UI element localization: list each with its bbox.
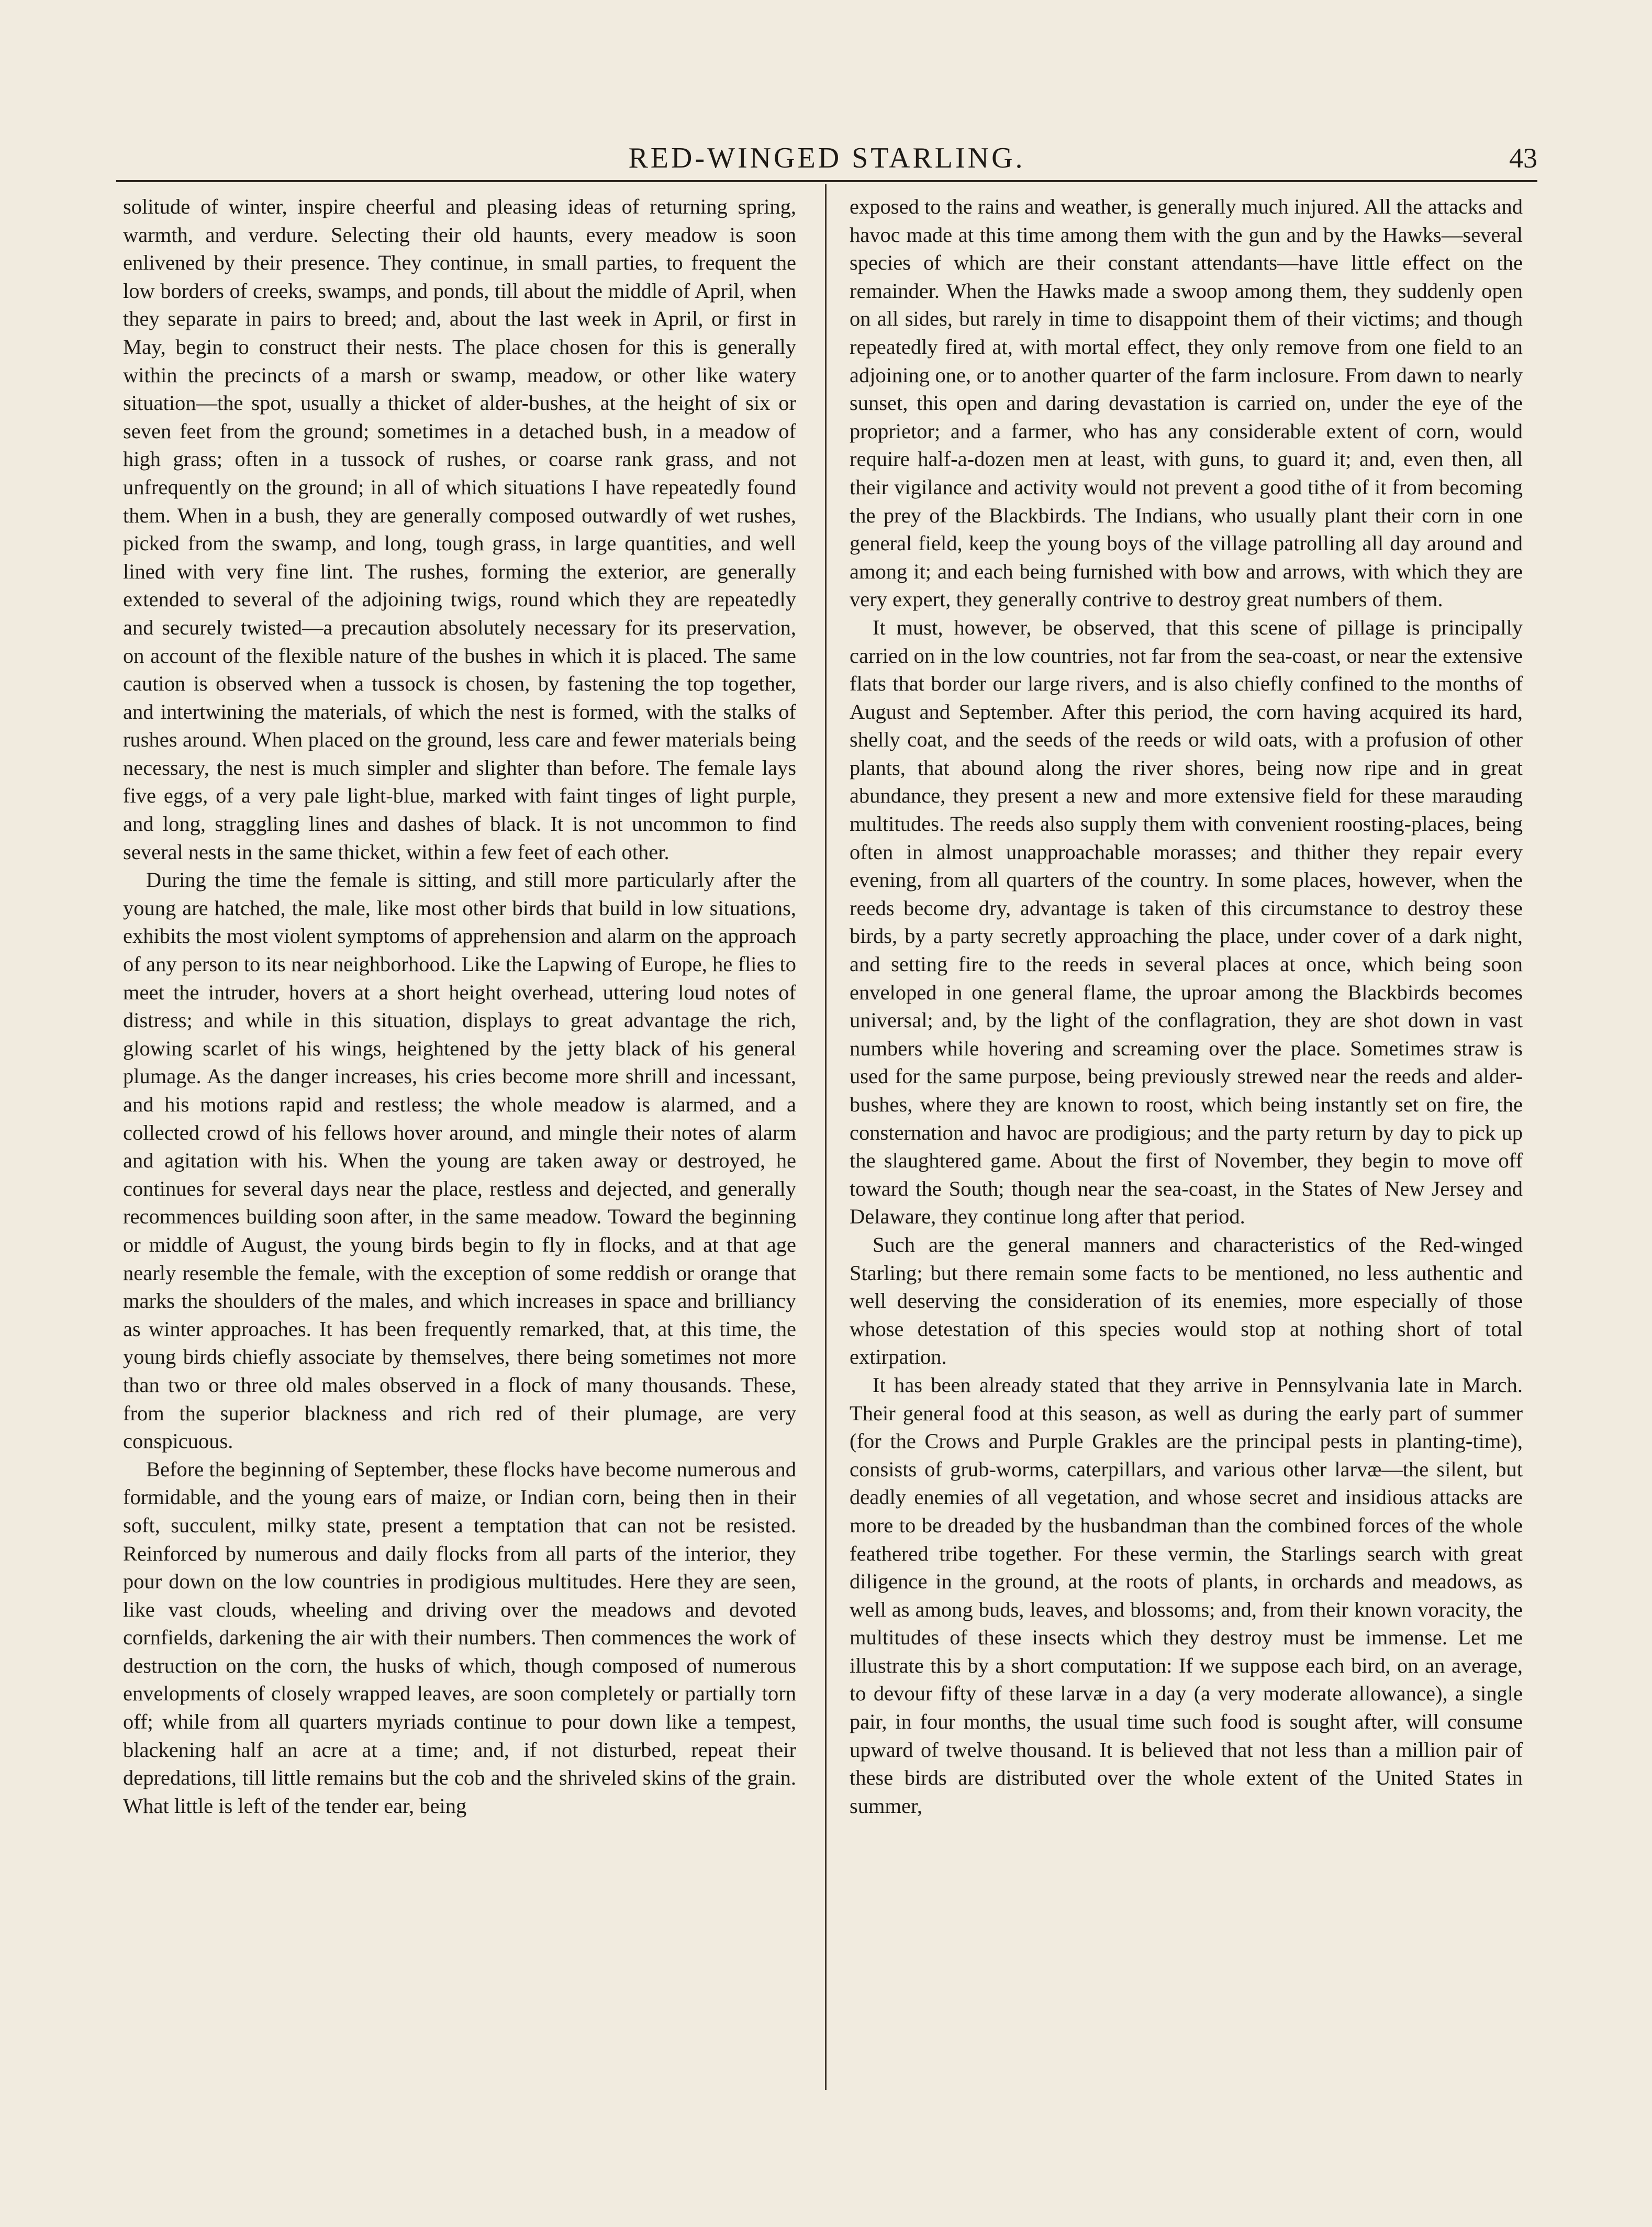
paragraph: It must, however, be observed, that this scene of pillage is principally carried on in the low countries, not far from the sea-coast, or near the extensive flats that border our large rivers, and is also chiefly confined to the months of August and September. After this period, the corn having acquired its hard, shelly coat, and the seeds of the reeds or wild oats, with a profusion of other plants, that abound along the river shores, being now ripe and in great abundance, they present a new and more extensive field for these marauding multitudes. The reeds also supply them with convenient roosting-places, being often in almost unapproachable morasses; and thither they repair every evening, from all quarters of the country. In some places, however, when the reeds become dry, advantage is taken of this circumstance to destroy these birds, by a party secretly approaching the place, under cover of a dark night, and setting fire to the reeds in several places at once, which being soon enveloped in one general flame, the uproar among the Blackbirds becomes universal; and, by the light of the conflagration, they are shot down in vast numbers while hovering and screaming over the place. Sometimes straw is used for the same purpose, being previously strewed near the reeds and alder-bushes, where they are known to roost, which being instantly set on fire, the consternation and havoc are prodigious; and the party return by day to pick up the slaughtered game. About the first of November, they begin to move off toward the South; though near the sea-coast, in the States of New Jersey and Delaware, they continue long after that period. xyxy=(850,615,1523,1229)
left-column xyxy=(123,193,796,1820)
paragraph: Such are the general manners and characteristics of the Red-winged Starling; but there remain some facts to be mentioned, no less authentic and well deserving the consideration of its enemies, more especially of those whose detestation of this species would stop at nothing short of total extirpation. xyxy=(850,1232,1523,1369)
paragraph: solitude of winter, inspire cheerful and pleasing ideas of returning spring, warmth, and verdure. Selecting their old haunts, every meadow is soon enlivened by their presence. They continue, in small parties, to frequent the low borders of creeks, swamps, and ponds, till about the middle of April, when they separate in pairs to breed; and, about the last week in April, or first in May, begin to construct their nests. The place chosen for this is generally within the precincts of a marsh or swamp, meadow, or other like watery situation—the spot, usually a thicket of alder-bushes, at the height of six or seven feet from the ground; sometimes in a detached bush, in a meadow of high grass; often in a tussock of rushes, or coarse rank grass, and not unfrequently on the ground; in all of which situations I have repeatedly found them. When in a bush, they are generally composed outwardly of wet rushes, picked from the swamp, and long, tough grass, in large quantities, and well lined with very fine lint. The rushes, forming the exterior, are generally extended to several of the adjoining twigs, round which they are repeatedly and securely twisted—a precaution absolutely necessary for its preservation, on account of the flexible nature of the bushes in which it is placed. The same caution is observed when a tussock is chosen, by fastening the top together, and intertwining the materials, of which the nest is formed, with the stalks of rushes around. When placed on the ground, less care and fewer materials being necessary, the nest is much simpler and slighter than before. The female lays five eggs, of a very pale light-blue, marked with faint tinges of light purple, and long, straggling lines and dashes of black. It is not uncommon to find several nests in the same thicket, within a few feet of each other. xyxy=(123,195,796,864)
paragraph: It has been already stated that they arrive in Pennsylvania late in March. Their general food at this season, as well as during the early part of summer (for the Crows and Purple Grakles are the principal pests in planting-time), consists of grub-worms, caterpillars, and various other larvæ—the silent, but deadly enemies of all vegetation, and whose secret and insidious attacks are more to be dreaded by the husbandman than the combined forces of the whole feathered tribe together. For these vermin, the Starlings search with great diligence in the ground, at the roots of plants, in orchards and meadows, as well as among buds, leaves, and blossoms; and, from their known voracity, the multitudes of these insects which they destroy must be immense. Let me illustrate this by a short computation: If we suppose each bird, on an average, to devour fifty of these larvæ in a day (a very moderate allowance), a single pair, in four months, the usual time such food is sought after, will consume upward of twelve thousand. It is believed that not less than a million pair of these birds are distributed over the whole extent of the United States in summer, xyxy=(850,1373,1523,1818)
paragraph: Before the beginning of September, these flocks have become numerous and formidable, and the young ears of maize, or Indian corn, being then in their soft, succulent, milky state, present a temptation that can not be resisted. Reinforced by numerous and daily flocks from all parts of the interior, they pour down on the low countries in prodigious multitudes. Here they are seen, like vast clouds, wheeling and driving over the meadows and devoted cornfields, darkening the air with their numbers. Then commences the work of destruction on the corn, the husks of which, though composed of numerous envelopments of closely wrapped leaves, are soon completely or partially torn off; while from all quarters myriads continue to pour down like a tempest, blackening half an acre at a time; and, if not disturbed, repeat their depredations, till little remains but the cob and the shriveled skins of the grain. What little is left of the tender ear, being xyxy=(123,1457,796,1818)
paragraph: exposed to the rains and weather, is generally much injured. All the attacks and havoc made at this time among them with the gun and by the Hawks—several species of which are their constant attendants—have little effect on the remainder. When the Hawks made a swoop among them, they suddenly open on all sides, but rarely in time to disappoint them of their victims; and though repeatedly fired at, with mortal effect, they only remove from one field to an adjoining one, or to another quarter of the farm inclosure. From dawn to nearly sunset, this open and daring devastation is carried on, under the eye of the proprietor; and a farmer, who has any considerable extent of corn, would require half-a-dozen men at least, with guns, to guard it; and, even then, all their vigilance and activity would not prevent a good tithe of it from becoming the prey of the Blackbirds. The Indians, who usually plant their corn in one general field, keep the young boys of the village patrolling all day around and among it; and each being furnished with bow and arrows, with which they are very expert, they generally contrive to destroy great numbers of them. xyxy=(850,195,1523,611)
page-header xyxy=(116,137,1537,179)
header-rule xyxy=(116,180,1537,182)
right-column xyxy=(850,193,1523,1820)
running-title: RED-WINGED STARLING. xyxy=(628,142,1025,174)
paragraph: During the time the female is sitting, and still more particularly after the young are hatched, the male, like most other birds that build in low situations, exhibits the most violent symptoms of apprehension and alarm on the approach of any person to its near neighborhood. Like the Lapwing of Europe, he flies to meet the intruder, hovers at a short height overhead, uttering loud notes of distress; and while in this situation, displays to great advantage the rich, glowing scarlet of his wings, heightened by the jetty black of his general plumage. As the danger increases, his cries become more shrill and incessant, and his motions rapid and restless; the whole meadow is alarmed, and a collected crowd of his fellows hover around, and mingle their notes of alarm and agitation with his. When the young are taken away or destroyed, he continues for several days near the place, restless and dejected, and generally recommences building soon after, in the same meadow. Toward the beginning or middle of August, the young birds begin to fly in flocks, and at that age nearly resemble the female, with the exception of some reddish or orange that marks the shoulders of the males, and which increases in space and brilliancy as winter approaches. It has been frequently remarked, that, at this time, the young birds chiefly associate by themselves, there being sometimes not more than two or three old males observed in a flock of many thousands. These, from the superior blackness and rich red of their plumage, are very conspicuous. xyxy=(123,868,796,1453)
column-divider xyxy=(825,184,827,2090)
page-number: 43 xyxy=(1509,142,1537,174)
